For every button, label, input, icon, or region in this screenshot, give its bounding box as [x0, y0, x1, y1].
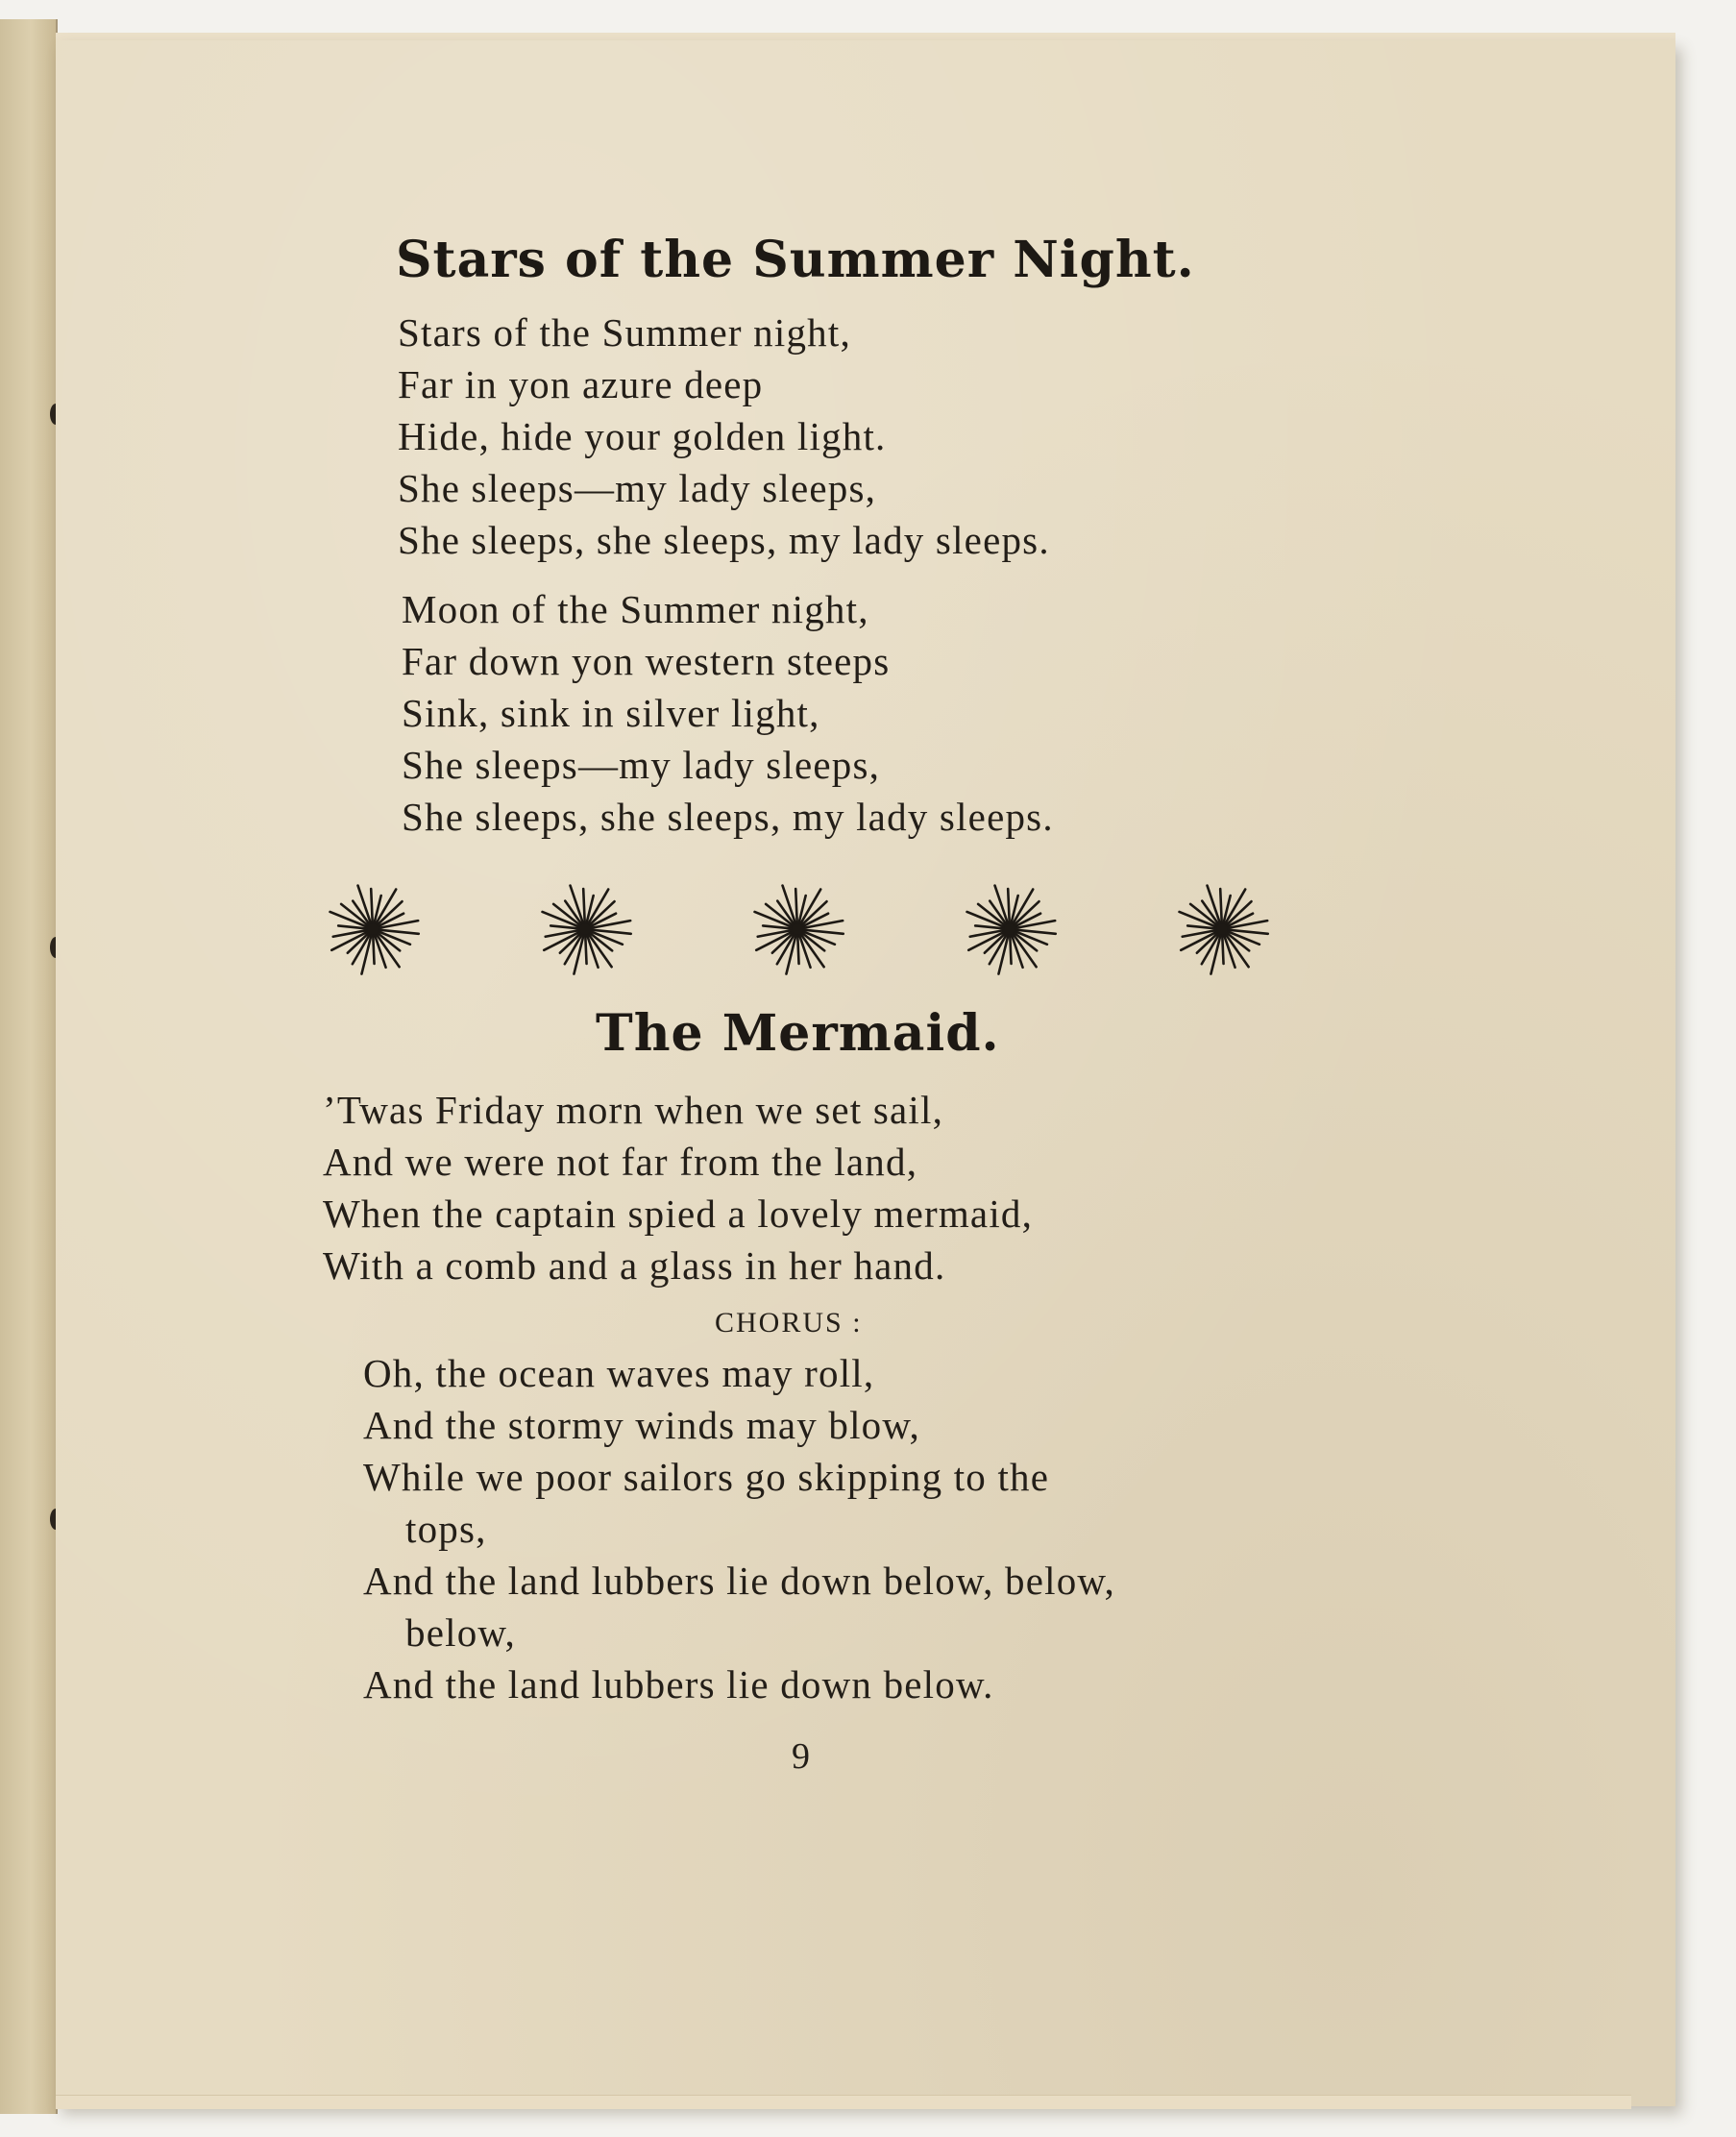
verse-line: Sink, sink in silver light,: [402, 691, 820, 735]
verse-line: She sleeps, she sleeps, my lady sleeps.: [398, 518, 1050, 562]
verse-line: And we were not far from the land,: [323, 1140, 918, 1184]
starburst-center: [367, 923, 379, 935]
verse-line: When the captain spied a lovely mermaid,: [323, 1191, 1034, 1236]
starburst-ray: [797, 933, 798, 964]
verse-line: She sleeps—my lady sleeps,: [402, 743, 881, 787]
starburst-ray: [1010, 933, 1011, 964]
stanza-stars-1: [398, 307, 1050, 566]
starburst-ornament-icon: [745, 876, 850, 982]
verse-line: And the land lubbers lie down below, below,: [363, 1559, 1115, 1603]
page-deckle-bottom: [56, 2095, 1631, 2109]
starburst-center: [792, 923, 803, 935]
starburst-ray: [373, 933, 374, 964]
starburst-ray: [1220, 889, 1222, 925]
facing-page-edge: [0, 19, 58, 2114]
poem-title-the-mermaid: The Mermaid.: [596, 1004, 1000, 1063]
verse-line: Oh, the ocean waves may roll,: [363, 1351, 875, 1395]
starburst-ray: [1222, 933, 1223, 964]
starburst-ornament-icon: [1169, 876, 1275, 982]
stanza-stars-2: [402, 583, 1054, 843]
verse-line: Hide, hide your golden light.: [398, 414, 887, 458]
starburst-ray: [583, 889, 585, 925]
verse-line-continuation: below,: [405, 1610, 516, 1655]
verse-line: ’Twas Friday morn when we set sail,: [323, 1088, 944, 1132]
starburst-ornament-icon: [532, 876, 638, 982]
verse-line: While we poor sailors go skipping to the: [363, 1455, 1050, 1499]
starburst-ray: [1008, 889, 1010, 925]
verse-line: Moon of the Summer night,: [402, 587, 869, 631]
starburst-center: [579, 923, 591, 935]
verse-line: Far down yon western steeps: [402, 639, 891, 683]
chorus-label: CHORUS :: [715, 1307, 863, 1339]
verse-line: She sleeps, she sleeps, my lady sleeps.: [402, 795, 1054, 839]
stanza-mermaid-1: [323, 1084, 1033, 1291]
starburst-ornament-icon: [320, 876, 426, 982]
starburst-ray: [585, 933, 586, 964]
starburst-ray: [371, 889, 373, 925]
verse-line: Far in yon azure deep: [398, 362, 764, 406]
starburst-center: [1216, 923, 1228, 935]
starburst-ray: [795, 889, 797, 925]
page-number: 9: [792, 1736, 810, 1777]
verse-line: And the land lubbers lie down below.: [363, 1662, 994, 1707]
starburst-ornament-icon: [957, 876, 1063, 982]
chorus-stanza: [363, 1347, 1115, 1710]
poem-title-stars-of-the-summer-night: Stars of the Summer Night.: [396, 231, 1195, 289]
starburst-center: [1004, 923, 1015, 935]
verse-line-continuation: tops,: [405, 1507, 487, 1551]
verse-line: With a comb and a glass in her hand.: [323, 1243, 946, 1288]
verse-line: She sleeps—my lady sleeps,: [398, 466, 877, 510]
verse-line: And the stormy winds may blow,: [363, 1403, 920, 1447]
verse-line: Stars of the Summer night,: [398, 310, 851, 355]
